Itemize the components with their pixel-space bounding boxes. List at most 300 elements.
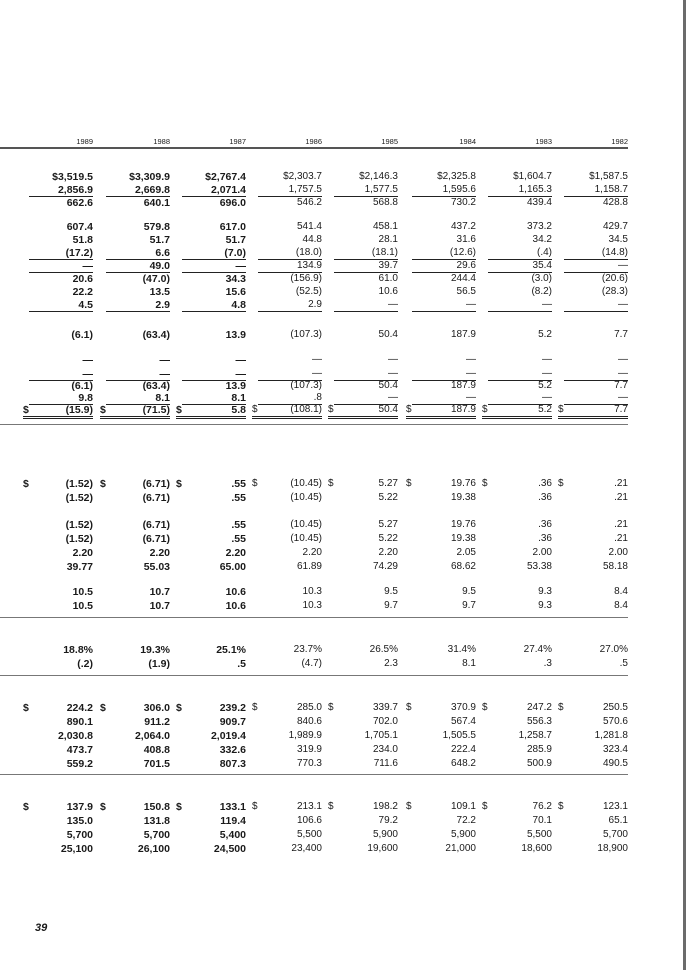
cell-value: 541.4: [296, 221, 322, 232]
table-cell: [558, 404, 628, 416]
cell-value: 25,100: [60, 843, 93, 855]
table-cell: [558, 519, 628, 531]
table-cell: [23, 843, 93, 855]
table-cell: [328, 600, 398, 612]
cell-value: —: [235, 354, 246, 366]
cell-value: 222.4: [450, 744, 476, 755]
table-cell: [328, 533, 398, 545]
cell-value: .36: [538, 533, 552, 544]
table-cell: [23, 801, 93, 813]
table-cell: [558, 758, 628, 770]
table-cell: [328, 329, 398, 341]
cell-value: .36: [538, 519, 552, 530]
cell-value: —: [82, 368, 93, 380]
table-cell: [328, 815, 398, 827]
cell-value: 213.1: [296, 801, 322, 812]
table-cell: [252, 658, 322, 670]
table-cell: [482, 801, 552, 813]
cell-value: 2,856.9: [57, 184, 93, 196]
table-cell: [176, 758, 246, 770]
table-cell: [328, 197, 398, 209]
cell-value: 58.18: [602, 561, 628, 572]
cell-value: .55: [231, 478, 246, 490]
cell-value: 373.2: [526, 221, 552, 232]
cell-value: 370.9: [450, 702, 476, 713]
table-cell: [328, 234, 398, 246]
table-cell: [252, 171, 322, 183]
cell-value: 9.5: [384, 586, 398, 597]
table-cell: [328, 702, 398, 714]
table-cell: [23, 171, 93, 183]
cell-value: 8.4: [614, 600, 628, 611]
cell-value: 10.3: [302, 600, 322, 611]
table-cell: [482, 730, 552, 742]
cell-value: (15.9): [65, 404, 93, 416]
cell-value: 39.7: [378, 260, 398, 271]
cell-value: (63.4): [142, 329, 170, 341]
cell-value: 730.2: [450, 197, 476, 208]
table-cell: [100, 702, 170, 714]
table-cell: [558, 730, 628, 742]
dollar-sign: $: [558, 478, 564, 489]
table-cell: [176, 329, 246, 341]
table-cell: [100, 561, 170, 573]
cell-value: 19,600: [367, 843, 398, 854]
cell-value: .21: [614, 492, 628, 503]
cell-value: 29.6: [456, 260, 476, 271]
cell-value: 18,600: [521, 843, 552, 854]
dollar-sign: $: [100, 801, 106, 813]
dollar-sign: $: [406, 801, 412, 812]
cell-value: 106.6: [296, 815, 322, 826]
table-cell: [558, 815, 628, 827]
cell-value: 35.4: [532, 260, 552, 271]
cell-value: 6.6: [155, 247, 170, 259]
cell-value: 51.7: [149, 234, 170, 246]
cell-value: 5.8: [231, 404, 246, 416]
cell-value: 25.1%: [216, 644, 246, 656]
cell-value: .3: [543, 658, 552, 669]
table-cell: [482, 600, 552, 612]
cell-value: (10.45): [290, 533, 322, 544]
table-cell: [406, 299, 476, 311]
cell-value: 239.2: [219, 702, 246, 714]
table-cell: [176, 380, 246, 392]
table-cell: [406, 658, 476, 670]
table-cell: [406, 234, 476, 246]
table-cell: [176, 815, 246, 827]
table-cell: [100, 586, 170, 598]
table-cell: [482, 392, 552, 404]
cell-value: (8.2): [531, 286, 552, 297]
section-rule: [0, 675, 628, 676]
table-cell: [406, 644, 476, 656]
cell-value: 5,500: [526, 829, 552, 840]
table-cell: [406, 744, 476, 756]
cell-value: —: [388, 354, 398, 365]
cell-value: 10.7: [149, 600, 170, 612]
table-cell: [558, 492, 628, 504]
cell-value: 5,900: [372, 829, 398, 840]
cell-value: 2.00: [608, 547, 628, 558]
table-cell: [482, 286, 552, 298]
cell-value: —: [388, 392, 398, 403]
table-cell: [176, 829, 246, 841]
table-cell: [100, 171, 170, 183]
cell-value: —: [466, 354, 476, 365]
table-cell: [328, 247, 398, 259]
table-cell: [328, 730, 398, 742]
table-cell: [558, 561, 628, 573]
table-cell: [406, 368, 476, 380]
dollar-sign: $: [176, 404, 182, 416]
table-cell: [23, 716, 93, 728]
cell-value: 68.62: [450, 561, 476, 572]
cell-value: 224.2: [66, 702, 93, 714]
table-cell: [100, 547, 170, 559]
cell-value: 135.0: [66, 815, 93, 827]
cell-value: 150.8: [143, 801, 170, 813]
cell-value: (6.71): [142, 492, 170, 504]
table-cell: [100, 815, 170, 827]
cell-value: —: [542, 299, 552, 310]
table-cell: [482, 299, 552, 311]
cell-value: 5.2: [538, 380, 552, 391]
table-cell: [558, 260, 628, 272]
cell-value: .5: [619, 658, 628, 669]
cell-value: (6.1): [71, 329, 93, 341]
table-cell: [558, 197, 628, 209]
table-cell: [100, 184, 170, 196]
cell-value: 119.4: [220, 815, 246, 827]
table-cell: [482, 815, 552, 827]
table-cell: [482, 260, 552, 272]
cell-value: 490.5: [602, 758, 628, 769]
cell-value: 79.2: [378, 815, 398, 826]
table-cell: [406, 260, 476, 272]
table-cell: [558, 547, 628, 559]
cell-value: —: [235, 368, 246, 380]
cell-value: 15.6: [225, 286, 246, 298]
cell-value: 617.0: [219, 221, 246, 233]
cell-value: 51.8: [72, 234, 93, 246]
cell-value: 13.9: [225, 380, 246, 392]
cell-value: 5,500: [296, 829, 322, 840]
table-cell: [100, 744, 170, 756]
cell-value: 5,400: [219, 829, 246, 841]
table-cell: [482, 380, 552, 392]
cell-value: 10.5: [72, 586, 93, 598]
table-cell: [100, 404, 170, 416]
cell-value: 247.2: [526, 702, 552, 713]
table-cell: [558, 234, 628, 246]
dollar-sign: $: [406, 702, 412, 713]
table-cell: [252, 404, 322, 416]
table-cell: [176, 586, 246, 598]
cell-value: 7.7: [614, 404, 628, 415]
cell-value: 20.6: [72, 273, 93, 285]
cell-value: —: [618, 368, 628, 379]
table-cell: [176, 644, 246, 656]
cell-value: 134.9: [296, 260, 322, 271]
cell-value: —: [618, 299, 628, 310]
table-cell: [406, 519, 476, 531]
table-cell: [482, 586, 552, 598]
dollar-sign: $: [328, 478, 334, 489]
table-cell: [252, 644, 322, 656]
table-cell: [558, 392, 628, 404]
cell-value: 19.76: [450, 478, 476, 489]
table-cell: [23, 519, 93, 531]
table-cell: [252, 354, 322, 366]
cell-value: 1,158.7: [594, 184, 628, 195]
cell-value: 133.1: [219, 801, 246, 813]
table-cell: [176, 392, 246, 404]
cell-value: (7.0): [224, 247, 246, 259]
table-cell: [252, 329, 322, 341]
double-underline: [23, 416, 93, 419]
table-cell: [23, 368, 93, 380]
cell-value: 2.9: [155, 299, 170, 311]
cell-value: —: [542, 368, 552, 379]
table-cell: [482, 492, 552, 504]
cell-value: 556.3: [526, 716, 552, 727]
table-cell: [328, 492, 398, 504]
cell-value: 9.7: [384, 600, 398, 611]
table-cell: [406, 561, 476, 573]
double-underline: [252, 416, 322, 419]
table-cell: [252, 286, 322, 298]
table-cell: [252, 197, 322, 209]
cell-value: 579.8: [143, 221, 170, 233]
table-cell: [176, 368, 246, 380]
cell-value: (1.52): [65, 478, 93, 490]
table-cell: [482, 234, 552, 246]
table-cell: [23, 600, 93, 612]
table-cell: [252, 843, 322, 855]
table-cell: [482, 744, 552, 756]
cell-value: —: [388, 368, 398, 379]
cell-value: $3,519.5: [52, 171, 93, 183]
double-underline: [482, 416, 552, 419]
dollar-sign: $: [482, 404, 488, 415]
table-cell: [558, 533, 628, 545]
table-cell: [176, 197, 246, 209]
table-cell: [406, 716, 476, 728]
table-cell: [176, 533, 246, 545]
cell-value: 696.0: [219, 197, 246, 209]
table-cell: [482, 184, 552, 196]
table-cell: [23, 702, 93, 714]
cell-value: 34.2: [532, 234, 552, 245]
table-cell: [406, 815, 476, 827]
table-cell: [406, 197, 476, 209]
cell-value: 570.6: [602, 716, 628, 727]
cell-value: 1,577.5: [364, 184, 398, 195]
cell-value: 61.0: [378, 273, 398, 284]
cell-value: 2.05: [456, 547, 476, 558]
table-cell: [482, 533, 552, 545]
cell-value: 5.27: [378, 478, 398, 489]
year-header: 1983: [535, 137, 552, 146]
cell-value: 1,258.7: [518, 730, 552, 741]
table-cell: [406, 247, 476, 259]
double-underline: [176, 416, 246, 419]
cell-value: .55: [231, 519, 246, 531]
cell-value: 702.0: [372, 716, 398, 727]
cell-value: 72.2: [456, 815, 476, 826]
cell-value: $3,309.9: [129, 171, 170, 183]
year-header: 1984: [459, 137, 476, 146]
cell-value: .21: [614, 533, 628, 544]
table-cell: [558, 644, 628, 656]
cell-value: 10.7: [149, 586, 170, 598]
cell-value: 9.7: [462, 600, 476, 611]
table-cell: [100, 197, 170, 209]
table-cell: [482, 354, 552, 366]
cell-value: (6.71): [142, 533, 170, 545]
table-cell: [252, 702, 322, 714]
table-cell: [406, 547, 476, 559]
table-cell: [558, 380, 628, 392]
cell-value: 429.7: [602, 221, 628, 232]
cell-value: 10.6: [225, 586, 246, 598]
table-cell: [482, 221, 552, 233]
cell-value: 4.8: [231, 299, 246, 311]
table-cell: [328, 260, 398, 272]
cell-value: (.2): [77, 658, 93, 670]
dollar-sign: $: [23, 801, 29, 813]
cell-value: 250.5: [602, 702, 628, 713]
cell-value: (.4): [537, 247, 552, 258]
table-cell: [176, 247, 246, 259]
dollar-sign: $: [23, 478, 29, 490]
cell-value: (18.0): [295, 247, 322, 258]
double-underline: [328, 416, 398, 419]
table-cell: [328, 586, 398, 598]
table-cell: [252, 260, 322, 272]
cell-value: —: [159, 368, 170, 380]
table-cell: [328, 547, 398, 559]
table-cell: [100, 273, 170, 285]
table-cell: [406, 702, 476, 714]
table-cell: [406, 380, 476, 392]
table-cell: [406, 354, 476, 366]
table-cell: [23, 392, 93, 404]
cell-value: 56.5: [456, 286, 476, 297]
table-cell: [176, 299, 246, 311]
table-cell: [482, 273, 552, 285]
table-cell: [176, 354, 246, 366]
cell-value: 2.20: [302, 547, 322, 558]
cell-value: —: [159, 354, 170, 366]
cell-value: —: [312, 368, 322, 379]
table-cell: [482, 247, 552, 259]
table-cell: [23, 260, 93, 272]
table-cell: [328, 299, 398, 311]
cell-value: (107.3): [290, 380, 322, 391]
dollar-sign: $: [252, 478, 258, 489]
table-cell: [100, 286, 170, 298]
table-cell: [176, 273, 246, 285]
cell-value: (1.9): [148, 658, 170, 670]
cell-value: 34.3: [225, 273, 246, 285]
cell-value: 8.1: [231, 392, 246, 404]
table-cell: [100, 519, 170, 531]
table-cell: [252, 247, 322, 259]
underline: [258, 311, 322, 312]
dollar-sign: $: [558, 702, 564, 713]
cell-value: 187.9: [450, 380, 476, 391]
cell-value: 2,669.8: [134, 184, 170, 196]
table-cell: [100, 368, 170, 380]
dollar-sign: $: [482, 702, 488, 713]
table-cell: [23, 644, 93, 656]
cell-value: .55: [231, 533, 246, 545]
table-cell: [23, 478, 93, 490]
underline: [334, 311, 398, 312]
year-header: 1982: [611, 137, 628, 146]
table-cell: [406, 286, 476, 298]
table-cell: [252, 368, 322, 380]
cell-value: 187.9: [450, 329, 476, 340]
cell-value: 559.2: [66, 758, 93, 770]
table-cell: [23, 299, 93, 311]
cell-value: 5,700: [602, 829, 628, 840]
cell-value: 1,757.5: [288, 184, 322, 195]
cell-value: 1,165.3: [518, 184, 552, 195]
page-number: 39: [35, 922, 48, 934]
table-cell: [558, 801, 628, 813]
table-cell: [100, 329, 170, 341]
cell-value: —: [618, 392, 628, 403]
table-cell: [558, 586, 628, 598]
cell-value: (4.7): [301, 658, 322, 669]
table-cell: [252, 221, 322, 233]
cell-value: 198.2: [372, 801, 398, 812]
table-cell: [328, 744, 398, 756]
table-cell: [328, 478, 398, 490]
table-cell: [482, 171, 552, 183]
table-cell: [176, 801, 246, 813]
table-cell: [328, 716, 398, 728]
cell-value: (17.2): [65, 247, 93, 259]
table-cell: [23, 273, 93, 285]
table-cell: [252, 478, 322, 490]
table-cell: [176, 260, 246, 272]
cell-value: 131.8: [143, 815, 170, 827]
cell-value: 439.4: [526, 197, 552, 208]
cell-value: 65.1: [608, 815, 628, 826]
cell-value: 323.4: [602, 744, 628, 755]
cell-value: 8.4: [614, 586, 628, 597]
table-cell: [252, 492, 322, 504]
cell-value: (10.45): [290, 478, 322, 489]
underline: [412, 311, 476, 312]
table-cell: [23, 829, 93, 841]
year-header: 1987: [229, 137, 246, 146]
table-cell: [100, 829, 170, 841]
cell-value: 568.8: [372, 197, 398, 208]
cell-value: 437.2: [450, 221, 476, 232]
cell-value: 19.76: [450, 519, 476, 530]
cell-value: 332.6: [219, 744, 246, 756]
table-cell: [406, 273, 476, 285]
cell-value: 648.2: [450, 758, 476, 769]
cell-value: 10.6: [225, 600, 246, 612]
table-cell: [482, 368, 552, 380]
cell-value: (6.1): [71, 380, 93, 392]
